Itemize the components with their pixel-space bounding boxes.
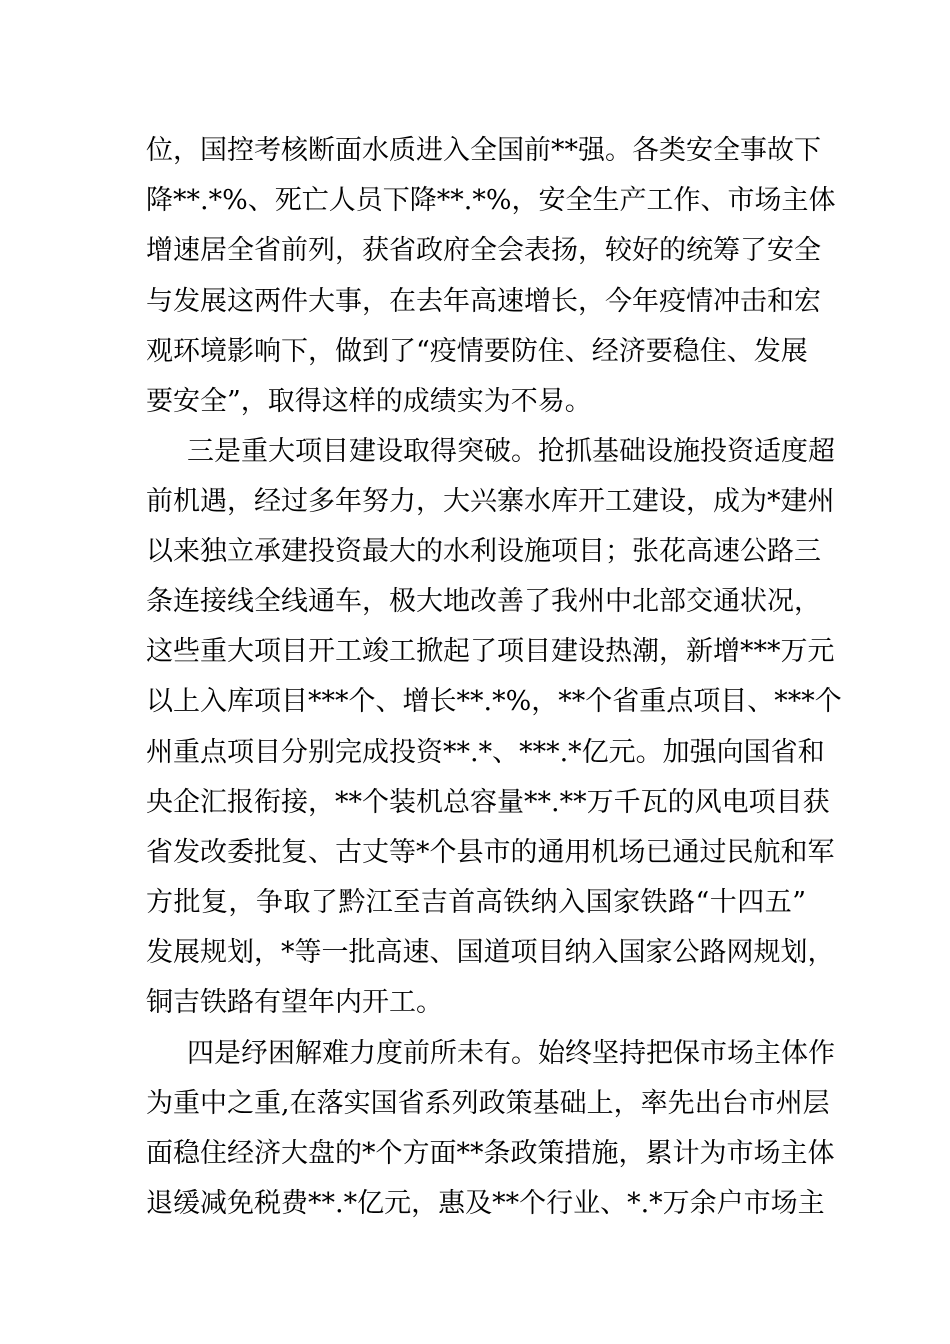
paragraph-line: 观环境影响下，做到了“疫情要防住、经济要稳住、发展 xyxy=(146,336,808,367)
paragraph-line: 四是纾困解难力度前所未有。始终坚持把保市场主体作 xyxy=(187,1038,835,1069)
paragraph-line: 央企汇报衔接，**个装机总容量**.**万千瓦的风电项目获 xyxy=(146,787,830,818)
paragraph-line: 退缓减免税费**.*亿元，惠及**个行业、*.*万余户市场主 xyxy=(146,1188,825,1219)
paragraph-line: 州重点项目分别完成投资**.*、***.*亿元。加强向国省和 xyxy=(146,737,825,768)
paragraph-line: 条连接线全线通车，极大地改善了我州中北部交通状况， xyxy=(146,586,821,617)
paragraph-line: 发展规划，*等一批高速、国道项目纳入国家公路网规划， xyxy=(146,937,835,968)
paragraph-line: 省发改委批复、古丈等*个县市的通用机场已通过民航和军 xyxy=(146,837,835,868)
paragraph-line: 要安全”，取得这样的成绩实为不易。 xyxy=(146,386,592,417)
paragraph-line: 前机遇，经过多年努力，大兴寨水库开工建设，成为*建州 xyxy=(146,486,835,517)
paragraph-line: 降**.*%、死亡人员下降**.*%，安全生产工作、市场主体 xyxy=(146,185,836,216)
paragraph-line: 这些重大项目开工竣工掀起了项目建设热潮，新增***万元 xyxy=(146,636,835,667)
paragraph-line: 方批复，争取了黔江至吉首高铁纳入国家铁路“十四五” xyxy=(146,887,806,918)
paragraph-line: 与发展这两件大事，在去年高速增长，今年疫情冲击和宏 xyxy=(146,286,821,317)
paragraph-line: 为重中之重,在落实国省系列政策基础上，率先出台市州层 xyxy=(146,1088,830,1119)
paragraph-line: 增速居全省前列，获省政府全会表扬，较好的统筹了安全 xyxy=(146,235,821,266)
paragraph-line: 以来独立承建投资最大的水利设施项目；张花高速公路三 xyxy=(146,536,821,567)
paragraph-line: 以上入库项目***个、增长**.*%，**个省重点项目、***个 xyxy=(146,686,842,717)
paragraph-line: 位，国控考核断面水质进入全国前**强。各类安全事故下 xyxy=(146,135,821,166)
paragraph-line: 三是重大项目建设取得突破。抢抓基础设施投资适度超 xyxy=(187,436,835,467)
paragraph-line: 面稳住经济大盘的*个方面**条政策措施，累计为市场主体 xyxy=(146,1138,835,1169)
paragraph-line: 铜吉铁路有望年内开工。 xyxy=(146,987,443,1018)
